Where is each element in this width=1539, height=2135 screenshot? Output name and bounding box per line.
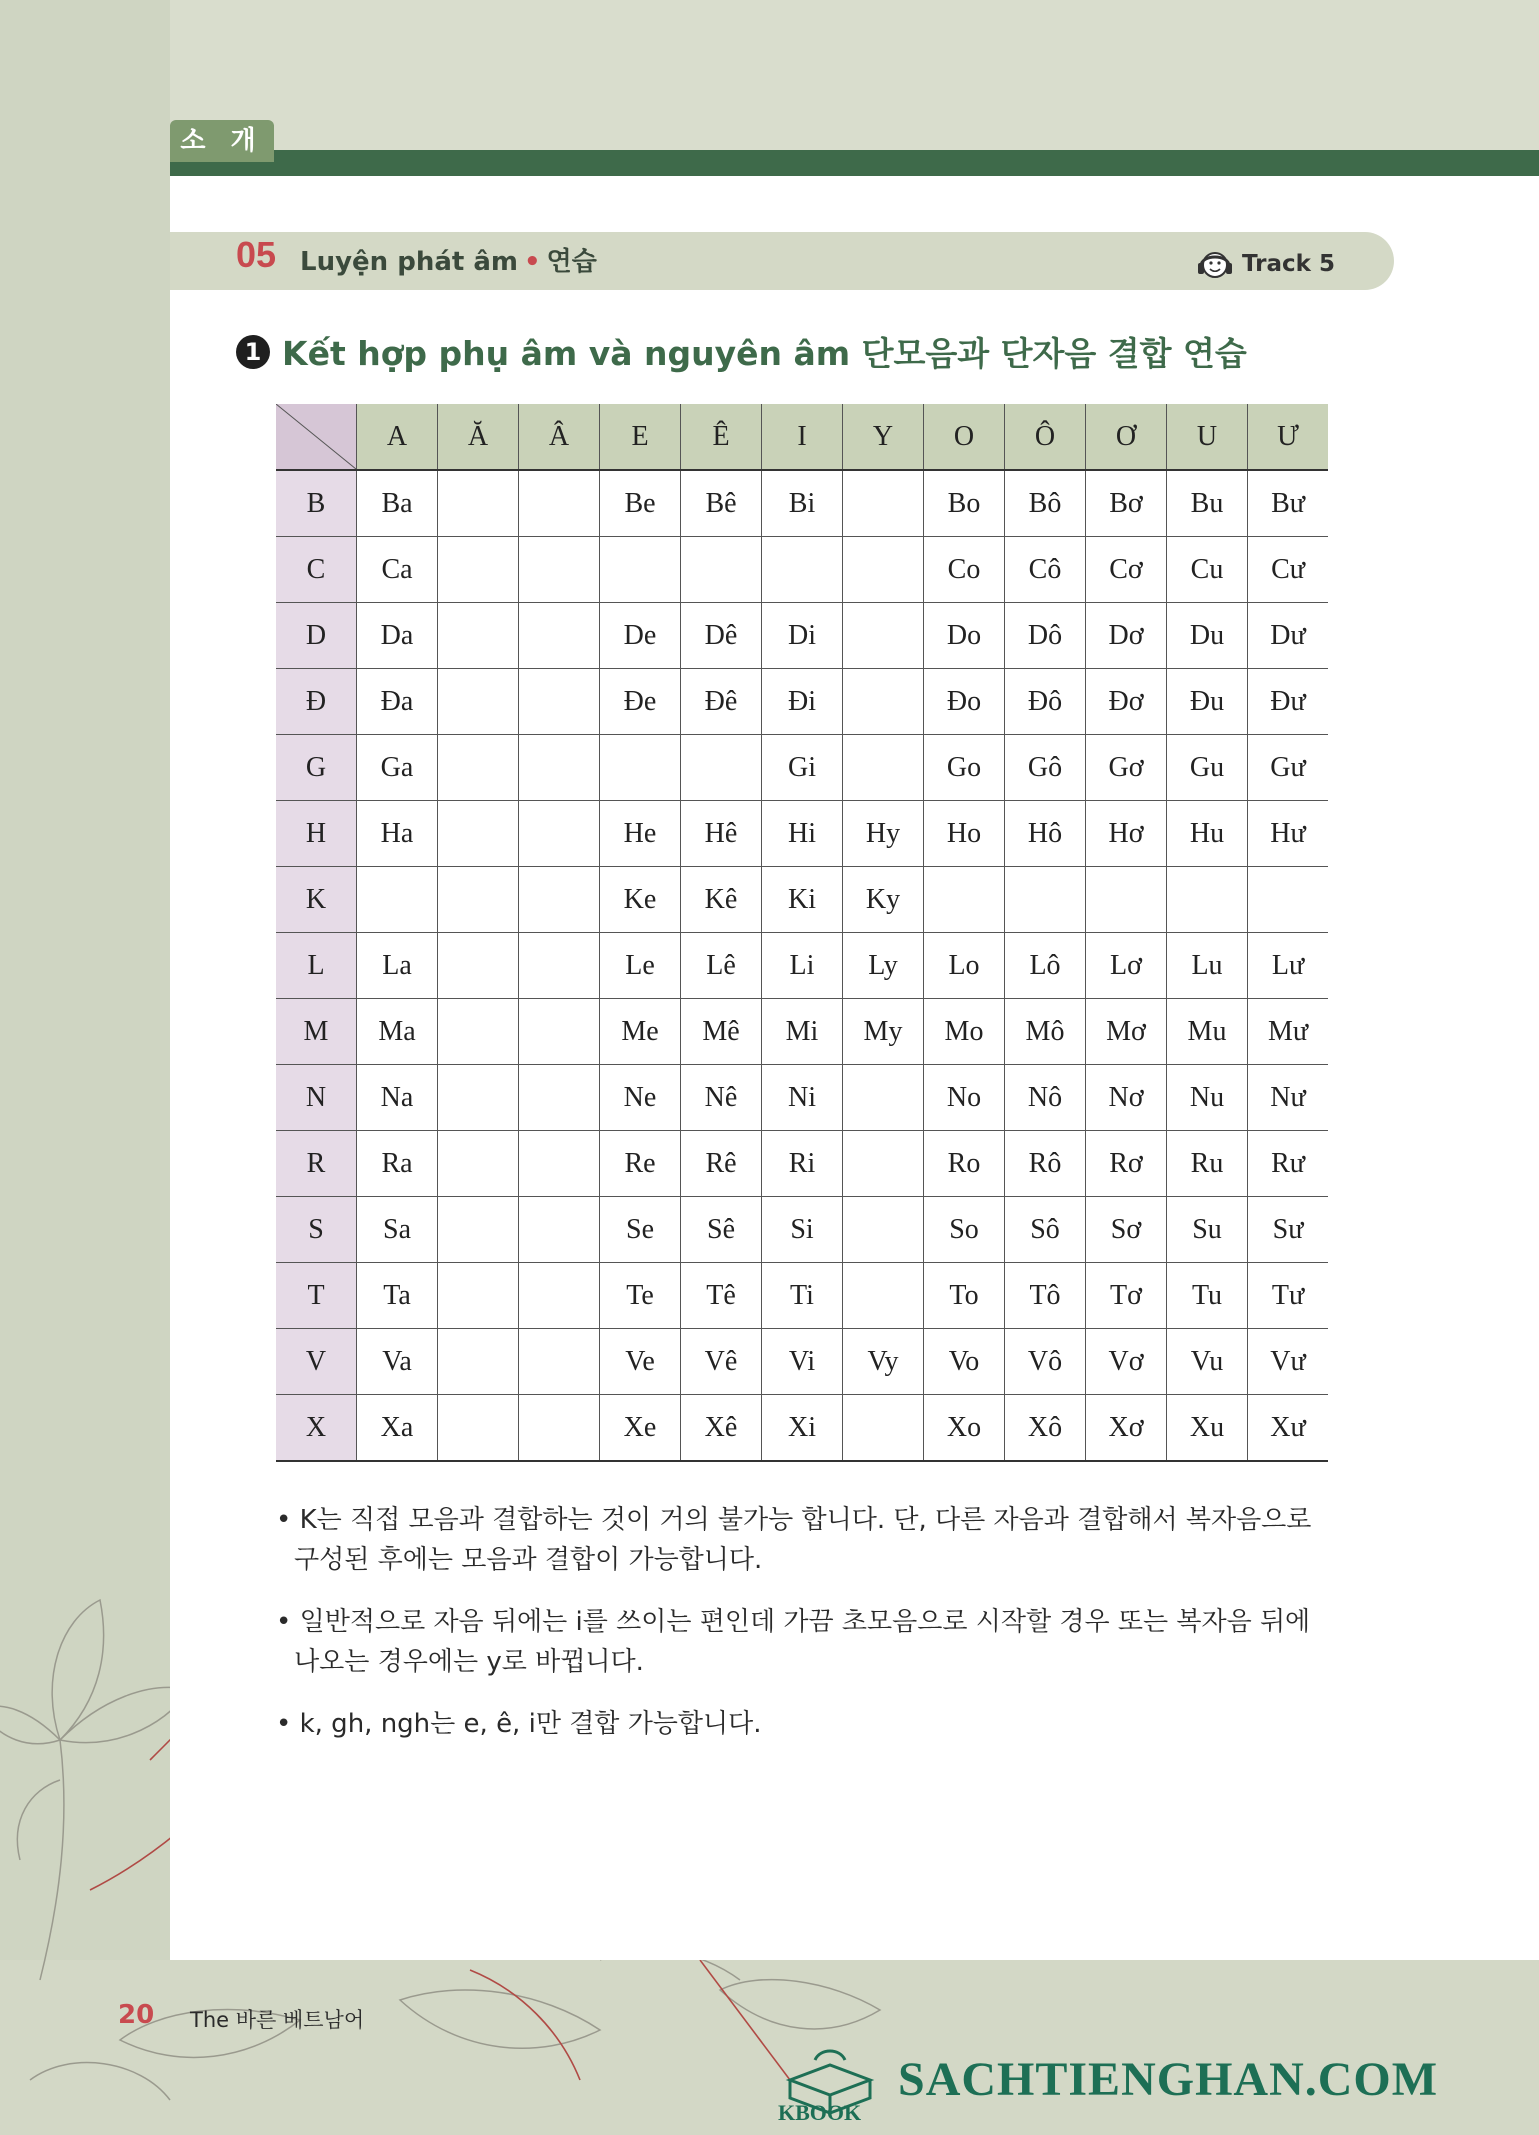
table-row bbox=[276, 1263, 1328, 1329]
column-header: U bbox=[1167, 404, 1248, 470]
table-cell: Mư bbox=[1248, 999, 1329, 1065]
table-cell bbox=[762, 537, 843, 603]
table-cell: Se bbox=[600, 1197, 681, 1263]
table-cell: Sê bbox=[681, 1197, 762, 1263]
table-cell: Ly bbox=[843, 933, 924, 999]
column-header: A bbox=[357, 404, 438, 470]
table-cell bbox=[519, 537, 600, 603]
table-cell bbox=[438, 735, 519, 801]
table-cell: Bu bbox=[1167, 470, 1248, 537]
table-cell bbox=[519, 669, 600, 735]
table-cell: Gơ bbox=[1086, 735, 1167, 801]
table-row bbox=[276, 669, 1328, 735]
section-title-vi: Luyện phát âm bbox=[300, 247, 519, 277]
table-cell bbox=[519, 1197, 600, 1263]
table-cell: Ba bbox=[357, 470, 438, 537]
table-cell: Ve bbox=[600, 1329, 681, 1395]
row-header: Đ bbox=[276, 669, 357, 735]
table-cell: Vi bbox=[762, 1329, 843, 1395]
row-header: G bbox=[276, 735, 357, 801]
table-cell bbox=[519, 1395, 600, 1462]
column-header: Y bbox=[843, 404, 924, 470]
syllable-table bbox=[276, 404, 1328, 1462]
table-cell: Nê bbox=[681, 1065, 762, 1131]
table-cell: Tu bbox=[1167, 1263, 1248, 1329]
table-cell: Vơ bbox=[1086, 1329, 1167, 1395]
table-cell bbox=[519, 1065, 600, 1131]
table-cell: Re bbox=[600, 1131, 681, 1197]
table-cell: Ho bbox=[924, 801, 1005, 867]
table-cell: Sô bbox=[1005, 1197, 1086, 1263]
row-header: L bbox=[276, 933, 357, 999]
table-cell: Hi bbox=[762, 801, 843, 867]
column-header: Â bbox=[519, 404, 600, 470]
page-number: 20 bbox=[118, 2000, 155, 2030]
table-cell: Ca bbox=[357, 537, 438, 603]
table-cell: Gi bbox=[762, 735, 843, 801]
table-body bbox=[276, 470, 1328, 1461]
table-cell bbox=[438, 1329, 519, 1395]
table-row bbox=[276, 801, 1328, 867]
table-cell: No bbox=[924, 1065, 1005, 1131]
row-header: B bbox=[276, 470, 357, 537]
table-cell bbox=[600, 537, 681, 603]
row-header: R bbox=[276, 1131, 357, 1197]
table-cell: Be bbox=[600, 470, 681, 537]
row-header: X bbox=[276, 1395, 357, 1462]
table-cell: Đô bbox=[1005, 669, 1086, 735]
table-cell: Bô bbox=[1005, 470, 1086, 537]
table-cell: De bbox=[600, 603, 681, 669]
column-header: Ô bbox=[1005, 404, 1086, 470]
table-cell: So bbox=[924, 1197, 1005, 1263]
table-row bbox=[276, 1131, 1328, 1197]
table-cell bbox=[438, 933, 519, 999]
table-cell: Sơ bbox=[1086, 1197, 1167, 1263]
table-cell: Mô bbox=[1005, 999, 1086, 1065]
column-header: I bbox=[762, 404, 843, 470]
table-cell bbox=[843, 735, 924, 801]
table-cell: Đu bbox=[1167, 669, 1248, 735]
row-header: K bbox=[276, 867, 357, 933]
table-cell: Vô bbox=[1005, 1329, 1086, 1395]
table-cell: Vy bbox=[843, 1329, 924, 1395]
table-cell: Kê bbox=[681, 867, 762, 933]
table-header-row bbox=[276, 404, 1328, 470]
table-cell bbox=[843, 470, 924, 537]
table-cell: Vu bbox=[1167, 1329, 1248, 1395]
table-cell: Dô bbox=[1005, 603, 1086, 669]
table-cell bbox=[843, 1263, 924, 1329]
table-cell: Tơ bbox=[1086, 1263, 1167, 1329]
table-cell: Bư bbox=[1248, 470, 1329, 537]
table-cell bbox=[438, 1395, 519, 1462]
table-cell: Dơ bbox=[1086, 603, 1167, 669]
table-row bbox=[276, 1329, 1328, 1395]
kbook-label: KBOOK bbox=[778, 2100, 862, 2125]
table-cell: Xu bbox=[1167, 1395, 1248, 1462]
table-cell: Đư bbox=[1248, 669, 1329, 735]
table-row bbox=[276, 735, 1328, 801]
table-cell: Xơ bbox=[1086, 1395, 1167, 1462]
notes-list bbox=[276, 1500, 1336, 1766]
table-cell bbox=[438, 470, 519, 537]
table-row bbox=[276, 603, 1328, 669]
table-cell bbox=[438, 1065, 519, 1131]
table-cell bbox=[438, 1131, 519, 1197]
table-row bbox=[276, 537, 1328, 603]
table-cell bbox=[357, 867, 438, 933]
section-title bbox=[300, 241, 597, 278]
row-header: M bbox=[276, 999, 357, 1065]
table-cell: Vê bbox=[681, 1329, 762, 1395]
table-cell: Hơ bbox=[1086, 801, 1167, 867]
table-cell: Xe bbox=[600, 1395, 681, 1462]
table-cell: Xê bbox=[681, 1395, 762, 1462]
table-cell: Na bbox=[357, 1065, 438, 1131]
table-cell: Nơ bbox=[1086, 1065, 1167, 1131]
table-cell bbox=[843, 1395, 924, 1462]
table-cell: Ky bbox=[843, 867, 924, 933]
table-cell: Hy bbox=[843, 801, 924, 867]
table-cell: Dư bbox=[1248, 603, 1329, 669]
table-cell: Nô bbox=[1005, 1065, 1086, 1131]
table-cell: Sa bbox=[357, 1197, 438, 1263]
table-cell bbox=[843, 1131, 924, 1197]
table-cell: Rơ bbox=[1086, 1131, 1167, 1197]
table-cell: Ma bbox=[357, 999, 438, 1065]
table-cell: Do bbox=[924, 603, 1005, 669]
table-cell bbox=[438, 867, 519, 933]
table-cell: Bo bbox=[924, 470, 1005, 537]
table-cell: Bi bbox=[762, 470, 843, 537]
table-cell: Hê bbox=[681, 801, 762, 867]
table-cell bbox=[681, 537, 762, 603]
table-cell: Hư bbox=[1248, 801, 1329, 867]
table-cell: Đo bbox=[924, 669, 1005, 735]
table-row bbox=[276, 867, 1328, 933]
table-cell: Ni bbox=[762, 1065, 843, 1131]
table-cell: Cu bbox=[1167, 537, 1248, 603]
table-cell: Ro bbox=[924, 1131, 1005, 1197]
table-cell: Rô bbox=[1005, 1131, 1086, 1197]
row-header: D bbox=[276, 603, 357, 669]
table-cell: Co bbox=[924, 537, 1005, 603]
section-title-ko: 연습 bbox=[546, 247, 597, 277]
note-item: • 일반적으로 자음 뒤에는 i를 쓰이는 편인데 가끔 초모음으로 시작할 경우 또는 복자음 뒤에 나오는 경우에는 y로 바뀝니다. bbox=[276, 1607, 1311, 1677]
table-cell: Tô bbox=[1005, 1263, 1086, 1329]
column-header: Ư bbox=[1248, 404, 1329, 470]
book-title: The 바른 베트남어 bbox=[190, 2008, 365, 2032]
table-cell bbox=[924, 867, 1005, 933]
table-cell bbox=[438, 801, 519, 867]
row-header: N bbox=[276, 1065, 357, 1131]
table-cell: Va bbox=[357, 1329, 438, 1395]
table-row bbox=[276, 1197, 1328, 1263]
table-cell: Ta bbox=[357, 1263, 438, 1329]
table-cell: Nu bbox=[1167, 1065, 1248, 1131]
table-row bbox=[276, 1065, 1328, 1131]
table-cell bbox=[519, 1329, 600, 1395]
table-cell: La bbox=[357, 933, 438, 999]
table-cell bbox=[519, 999, 600, 1065]
table-cell: Rê bbox=[681, 1131, 762, 1197]
table-cell: To bbox=[924, 1263, 1005, 1329]
bullet-dot-icon: • bbox=[524, 247, 541, 277]
row-header: H bbox=[276, 801, 357, 867]
table-cell bbox=[681, 735, 762, 801]
table-cell bbox=[519, 1263, 600, 1329]
table-cell: Hu bbox=[1167, 801, 1248, 867]
table-cell: Hô bbox=[1005, 801, 1086, 867]
table-cell: Du bbox=[1167, 603, 1248, 669]
table-cell: Mi bbox=[762, 999, 843, 1065]
table-cell: Ru bbox=[1167, 1131, 1248, 1197]
exercise-number: 1 bbox=[236, 335, 270, 369]
table-cell: Sư bbox=[1248, 1197, 1329, 1263]
table-cell: Cơ bbox=[1086, 537, 1167, 603]
row-header: T bbox=[276, 1263, 357, 1329]
table-cell: Xô bbox=[1005, 1395, 1086, 1462]
table-cell: Lê bbox=[681, 933, 762, 999]
headphone-icon bbox=[1196, 246, 1234, 282]
track-label: Track 5 bbox=[1242, 251, 1335, 277]
table-cell: Mơ bbox=[1086, 999, 1167, 1065]
table-cell: Đơ bbox=[1086, 669, 1167, 735]
table-cell: Gô bbox=[1005, 735, 1086, 801]
exercise-title: Kết hợp phụ âm và nguyên âm 단모음과 단자음 결합 연습 bbox=[282, 334, 1247, 373]
table-cell bbox=[1167, 867, 1248, 933]
table-cell: Cô bbox=[1005, 537, 1086, 603]
table-cell: Vo bbox=[924, 1329, 1005, 1395]
table-cell bbox=[438, 1263, 519, 1329]
table-cell bbox=[1005, 867, 1086, 933]
table-cell: Me bbox=[600, 999, 681, 1065]
table-cell: Gư bbox=[1248, 735, 1329, 801]
table-cell: Ra bbox=[357, 1131, 438, 1197]
table-cell: Si bbox=[762, 1197, 843, 1263]
table-cell: Cư bbox=[1248, 537, 1329, 603]
table-cell: Di bbox=[762, 603, 843, 669]
table-cell bbox=[438, 603, 519, 669]
table-cell bbox=[519, 801, 600, 867]
table-cell: Xi bbox=[762, 1395, 843, 1462]
table-cell bbox=[519, 470, 600, 537]
exercise-heading bbox=[236, 328, 1247, 375]
table-cell bbox=[519, 603, 600, 669]
table-cell bbox=[843, 603, 924, 669]
table-row bbox=[276, 933, 1328, 999]
diagonal-line-icon bbox=[276, 404, 356, 469]
note-item: • K는 직접 모음과 결합하는 것이 거의 불가능 합니다. 단, 다른 자음과 결합해서 복자음으로 구성된 후에는 모음과 결합이 가능합니다. bbox=[276, 1505, 1312, 1575]
table-corner bbox=[276, 404, 357, 470]
table-cell bbox=[438, 999, 519, 1065]
column-header: Ă bbox=[438, 404, 519, 470]
table-cell bbox=[519, 735, 600, 801]
table-cell: Li bbox=[762, 933, 843, 999]
note-item: • k, gh, ngh는 e, ê, i만 결합 가능합니다. bbox=[276, 1709, 762, 1739]
table-cell bbox=[843, 1065, 924, 1131]
table-cell: Xư bbox=[1248, 1395, 1329, 1462]
table-cell: Mê bbox=[681, 999, 762, 1065]
column-header: E bbox=[600, 404, 681, 470]
table-row bbox=[276, 470, 1328, 537]
table-cell: Mu bbox=[1167, 999, 1248, 1065]
table-cell bbox=[438, 537, 519, 603]
header-tab: 소 개 bbox=[170, 120, 274, 162]
table-cell: Xa bbox=[357, 1395, 438, 1462]
table-cell: Tê bbox=[681, 1263, 762, 1329]
table-cell bbox=[519, 867, 600, 933]
table-cell: Đi bbox=[762, 669, 843, 735]
table-cell: Te bbox=[600, 1263, 681, 1329]
table-cell: Bơ bbox=[1086, 470, 1167, 537]
row-header: V bbox=[276, 1329, 357, 1395]
column-header: Ơ bbox=[1086, 404, 1167, 470]
row-header: C bbox=[276, 537, 357, 603]
table-cell: Ke bbox=[600, 867, 681, 933]
table-cell: Ne bbox=[600, 1065, 681, 1131]
table-cell: He bbox=[600, 801, 681, 867]
table-cell bbox=[843, 669, 924, 735]
table-cell bbox=[519, 1131, 600, 1197]
table-cell bbox=[843, 537, 924, 603]
table-cell bbox=[1248, 867, 1329, 933]
table-cell: Đê bbox=[681, 669, 762, 735]
table-cell: Lơ bbox=[1086, 933, 1167, 999]
table-cell: Nư bbox=[1248, 1065, 1329, 1131]
table-cell: Bê bbox=[681, 470, 762, 537]
table-cell bbox=[1086, 867, 1167, 933]
table-cell: Đa bbox=[357, 669, 438, 735]
table-cell: Mo bbox=[924, 999, 1005, 1065]
column-header: Ê bbox=[681, 404, 762, 470]
table-cell bbox=[843, 1197, 924, 1263]
table-row bbox=[276, 999, 1328, 1065]
table-cell: Ki bbox=[762, 867, 843, 933]
header-bar bbox=[170, 150, 1539, 176]
table-cell: Lo bbox=[924, 933, 1005, 999]
table-cell: Lư bbox=[1248, 933, 1329, 999]
table-cell: Đe bbox=[600, 669, 681, 735]
column-header: O bbox=[924, 404, 1005, 470]
table-cell: Go bbox=[924, 735, 1005, 801]
table-cell: Ri bbox=[762, 1131, 843, 1197]
table-cell: My bbox=[843, 999, 924, 1065]
track-indicator[interactable] bbox=[1196, 246, 1335, 282]
table-cell: Ha bbox=[357, 801, 438, 867]
table-cell: Xo bbox=[924, 1395, 1005, 1462]
table-cell: Dê bbox=[681, 603, 762, 669]
table-cell: Le bbox=[600, 933, 681, 999]
table-cell: Lô bbox=[1005, 933, 1086, 999]
table-cell: Su bbox=[1167, 1197, 1248, 1263]
table-cell: Da bbox=[357, 603, 438, 669]
row-header: S bbox=[276, 1197, 357, 1263]
table-row bbox=[276, 1395, 1328, 1462]
table-cell bbox=[438, 669, 519, 735]
table-cell: Gu bbox=[1167, 735, 1248, 801]
table-cell: Ti bbox=[762, 1263, 843, 1329]
table-cell: Rư bbox=[1248, 1131, 1329, 1197]
table-cell bbox=[438, 1197, 519, 1263]
table-cell: Tư bbox=[1248, 1263, 1329, 1329]
site-watermark: SACHTIENGHAN.COM bbox=[898, 2053, 1439, 2106]
table-cell: Lu bbox=[1167, 933, 1248, 999]
table-cell: Ga bbox=[357, 735, 438, 801]
table-cell bbox=[600, 735, 681, 801]
section-number: 05 bbox=[236, 234, 277, 275]
table-cell: Vư bbox=[1248, 1329, 1329, 1395]
table-cell bbox=[519, 933, 600, 999]
